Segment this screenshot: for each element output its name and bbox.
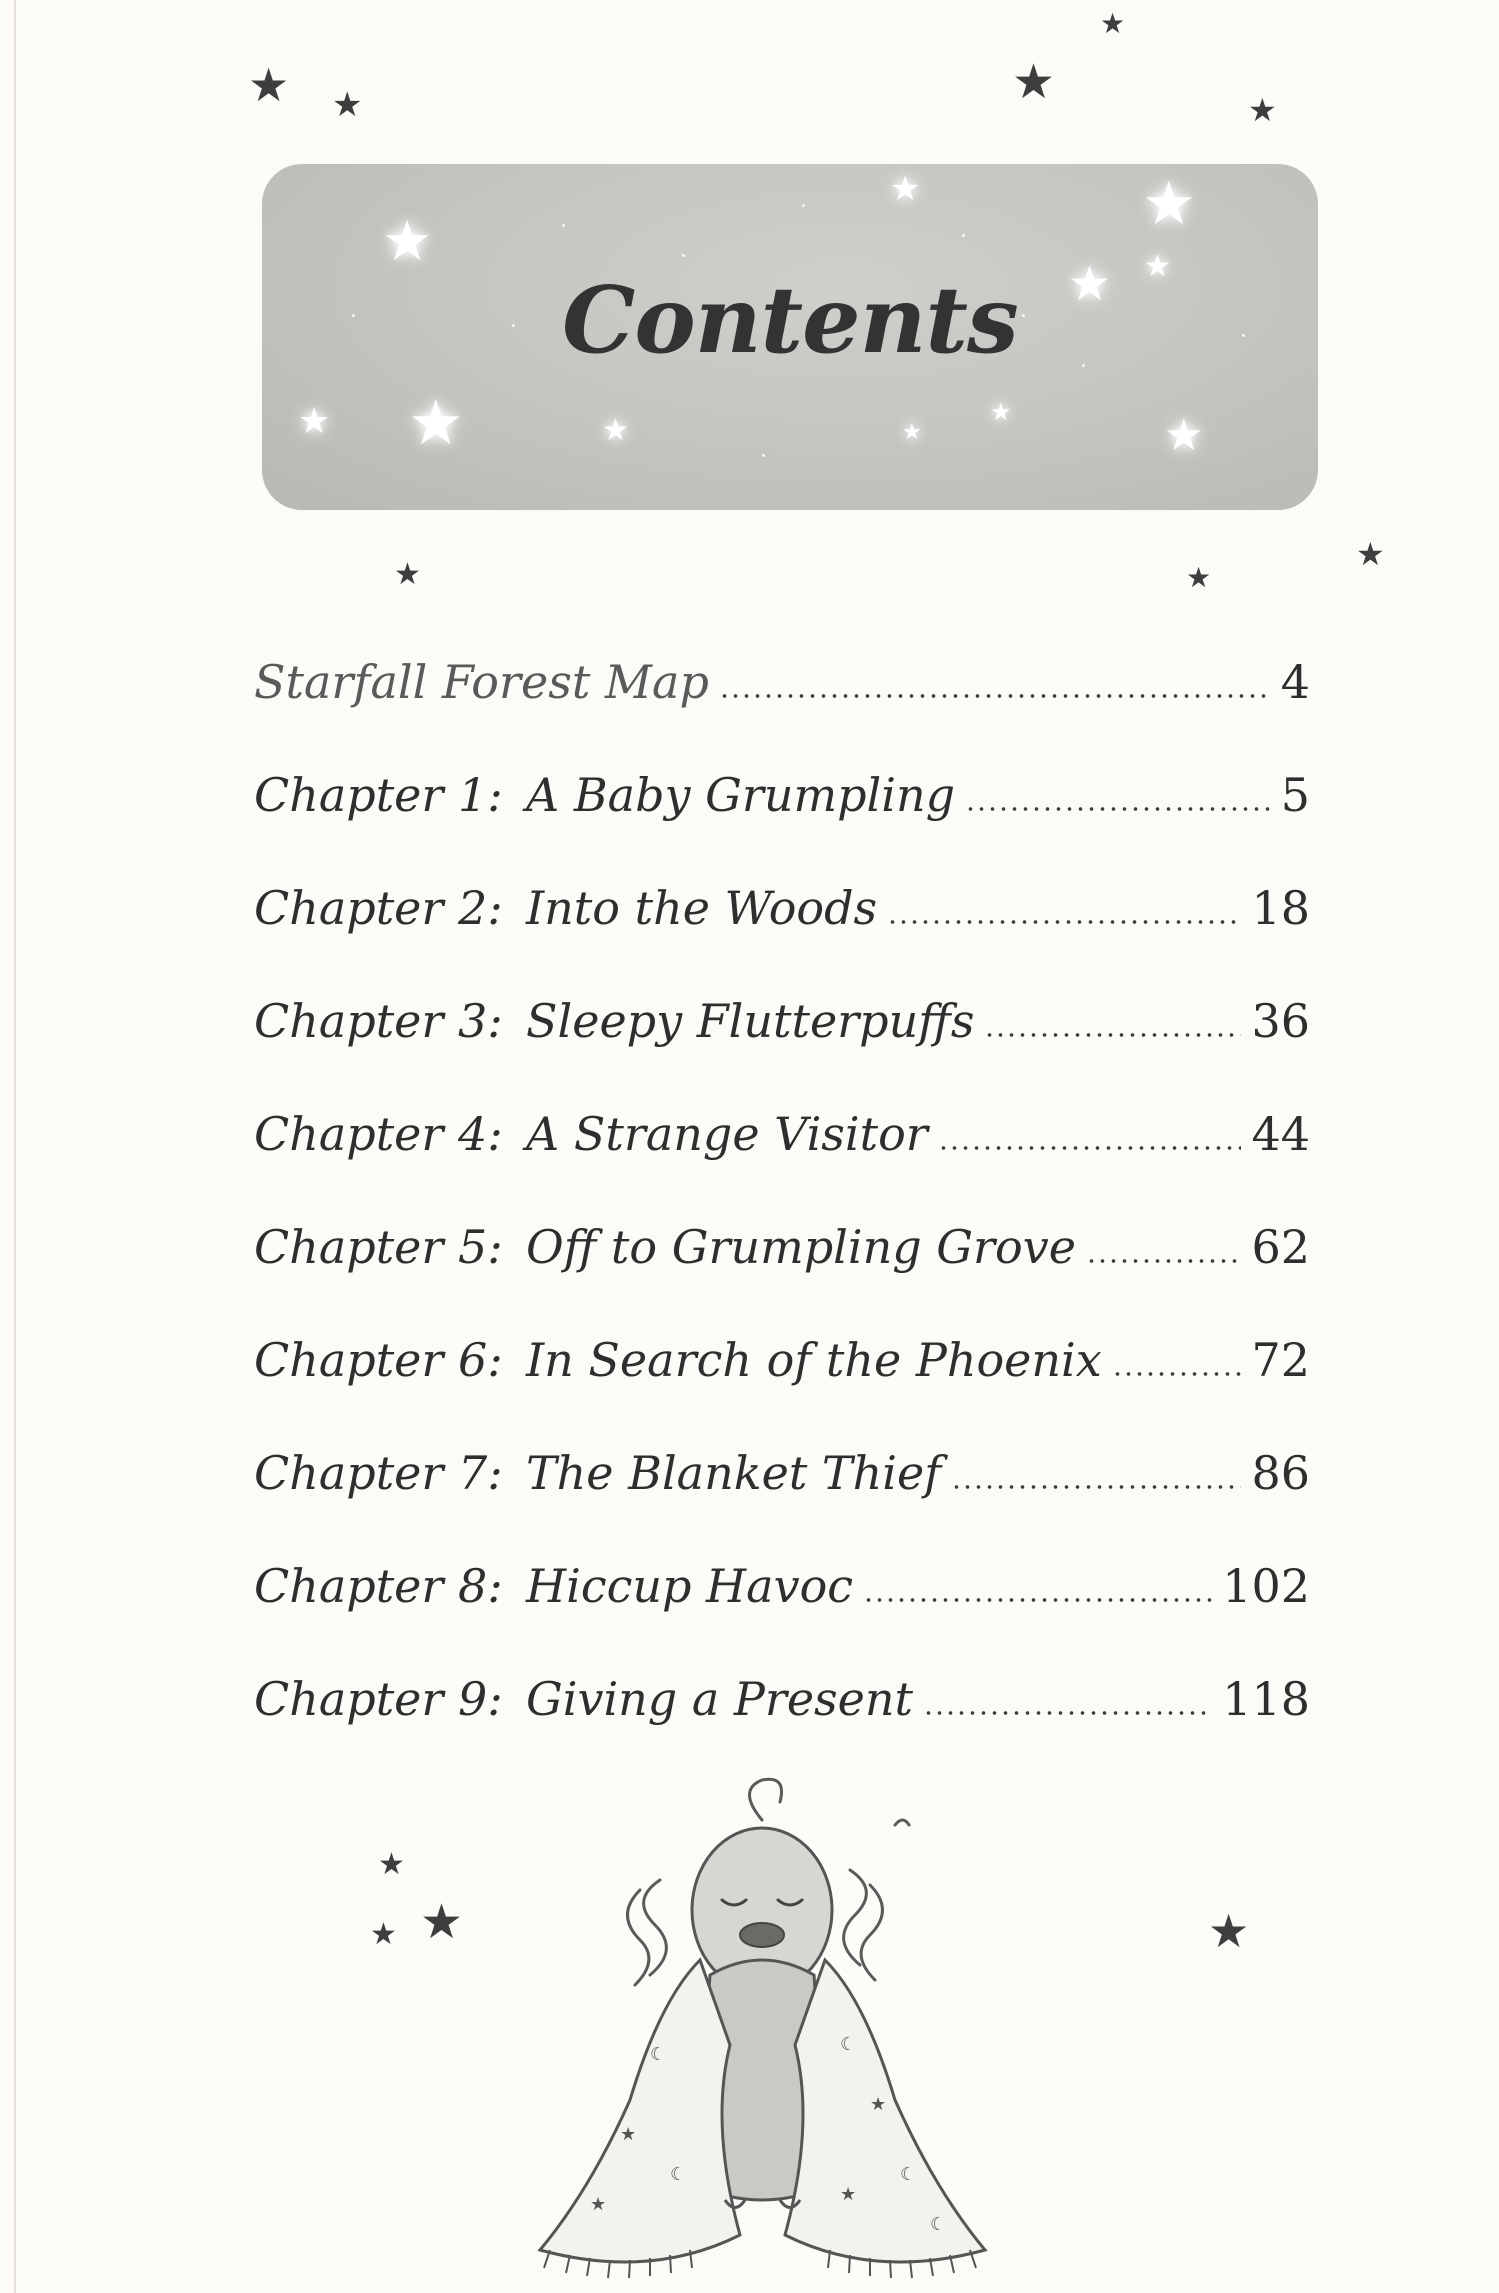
star-icon: ★ <box>420 1894 464 1950</box>
star-icon: ★ <box>890 169 921 209</box>
star-icon: ★ <box>602 413 629 448</box>
moon-icon: ☾ <box>650 2044 667 2065</box>
sparkle <box>762 454 765 457</box>
toc-entry-chapter[interactable] <box>254 964 1310 1077</box>
steam-swirl-left <box>644 1880 667 1975</box>
beak <box>740 1923 784 1947</box>
star-icon: ★ <box>1068 256 1112 312</box>
star-icon: ★ <box>1144 249 1171 284</box>
sparkle <box>802 204 805 207</box>
star-icon: ★ <box>298 401 331 442</box>
table-of-contents <box>254 625 1310 1755</box>
star-icon: ★ <box>1248 91 1277 129</box>
chapter-title: A Baby Grumpling <box>526 767 956 822</box>
chapter-label: Chapter 1: <box>254 767 503 822</box>
star-icon: ★ <box>620 2124 637 2145</box>
head-curl <box>750 1779 782 1820</box>
chapter-label: Chapter 7: <box>254 1445 503 1500</box>
chapter-title: The Blanket Thief <box>526 1445 942 1500</box>
chapter-page: 102 <box>1222 1558 1310 1613</box>
chapter-label: Chapter 6: <box>254 1332 503 1387</box>
dot-leader <box>1112 1370 1242 1378</box>
sparkle <box>682 254 685 257</box>
star-icon: ★ <box>370 1917 397 1952</box>
dot-leader <box>923 1709 1212 1717</box>
star-icon: ★ <box>590 2194 607 2215</box>
chapter-title: In Search of the Phoenix <box>526 1332 1102 1387</box>
star-icon: ★ <box>870 2094 887 2115</box>
star-icon: ★ <box>408 386 464 459</box>
blanket-left <box>540 1960 740 2262</box>
star-icon: ★ <box>1012 54 1056 110</box>
chapter-label: Chapter 4: <box>254 1106 503 1161</box>
star-icon: ★ <box>394 557 421 592</box>
chapter-label: Chapter 5: <box>254 1219 503 1274</box>
moon-icon: ☾ <box>670 2164 687 2185</box>
sparkle <box>962 234 965 237</box>
star-icon: ★ <box>382 209 433 274</box>
chapter-page: 5 <box>1280 767 1310 822</box>
toc-entry-chapter[interactable] <box>254 1303 1310 1416</box>
star-icon: ★ <box>1356 535 1385 573</box>
chapter-title: Off to Grumpling Grove <box>526 1219 1076 1274</box>
chapter-page: 72 <box>1251 1332 1310 1387</box>
star-icon: ★ <box>902 420 922 445</box>
chapter-page: 18 <box>1251 880 1310 935</box>
toc-entry-chapter[interactable] <box>254 1642 1310 1755</box>
moon-icon: ☾ <box>930 2214 947 2235</box>
star-icon: ★ <box>840 2184 857 2205</box>
star-icon: ★ <box>1164 410 1204 461</box>
chapter-page: 62 <box>1251 1219 1310 1274</box>
toc-entry-page: 4 <box>1280 654 1310 709</box>
dot-leader <box>719 692 1271 700</box>
star-icon: ★ <box>1208 1904 1250 1958</box>
star-icon: ★ <box>990 398 1012 426</box>
dot-leader <box>938 1144 1242 1152</box>
star-icon: ★ <box>248 58 290 112</box>
moon-icon: ☾ <box>840 2034 857 2055</box>
chapter-title: Into the Woods <box>526 880 878 935</box>
chapter-label: Chapter 9: <box>254 1671 503 1726</box>
sparkle <box>562 224 565 227</box>
dot-leader <box>984 1031 1241 1039</box>
toc-entry-chapter[interactable] <box>254 851 1310 964</box>
chapter-page: 36 <box>1251 993 1310 1048</box>
chapter-page: 118 <box>1222 1671 1310 1726</box>
chapter-label: Chapter 2: <box>254 880 503 935</box>
star-icon: ★ <box>332 85 363 125</box>
dot-leader <box>965 805 1271 813</box>
chapter-title: Giving a Present <box>526 1671 914 1726</box>
sleepy-creature-illustration <box>500 1760 1020 2280</box>
contents-banner <box>262 164 1318 510</box>
toc-entry-chapter[interactable] <box>254 1529 1310 1642</box>
chapter-label: Chapter 8: <box>254 1558 503 1613</box>
page-title: Contents <box>562 266 1018 374</box>
chapter-title: Sleepy Flutterpuffs <box>526 993 975 1048</box>
toc-entry-chapter[interactable] <box>254 1077 1310 1190</box>
toc-entry-title: Starfall Forest Map <box>254 654 709 709</box>
toc-entry-map[interactable] <box>254 625 1310 738</box>
dot-leader <box>887 918 1241 926</box>
chapter-title: Hiccup Havoc <box>526 1558 854 1613</box>
star-icon: ★ <box>378 1847 405 1882</box>
star-icon: ★ <box>1142 169 1196 239</box>
dot-leader <box>1086 1257 1242 1265</box>
star-icon: ★ <box>1186 561 1212 594</box>
page-edge <box>14 0 16 2293</box>
dot-leader <box>863 1596 1212 1604</box>
toc-entry-chapter[interactable] <box>254 1416 1310 1529</box>
star-icon: ★ <box>1100 7 1126 40</box>
dot-leader <box>951 1483 1241 1491</box>
toc-entry-chapter[interactable] <box>254 738 1310 851</box>
steam-swirl-right <box>844 1870 867 1965</box>
chapter-page: 44 <box>1251 1106 1310 1161</box>
toc-entry-chapter[interactable] <box>254 1190 1310 1303</box>
moon-icon: ☾ <box>900 2164 917 2185</box>
chapter-title: A Strange Visitor <box>526 1106 928 1161</box>
chapter-page: 86 <box>1251 1445 1310 1500</box>
chapter-label: Chapter 3: <box>254 993 503 1048</box>
